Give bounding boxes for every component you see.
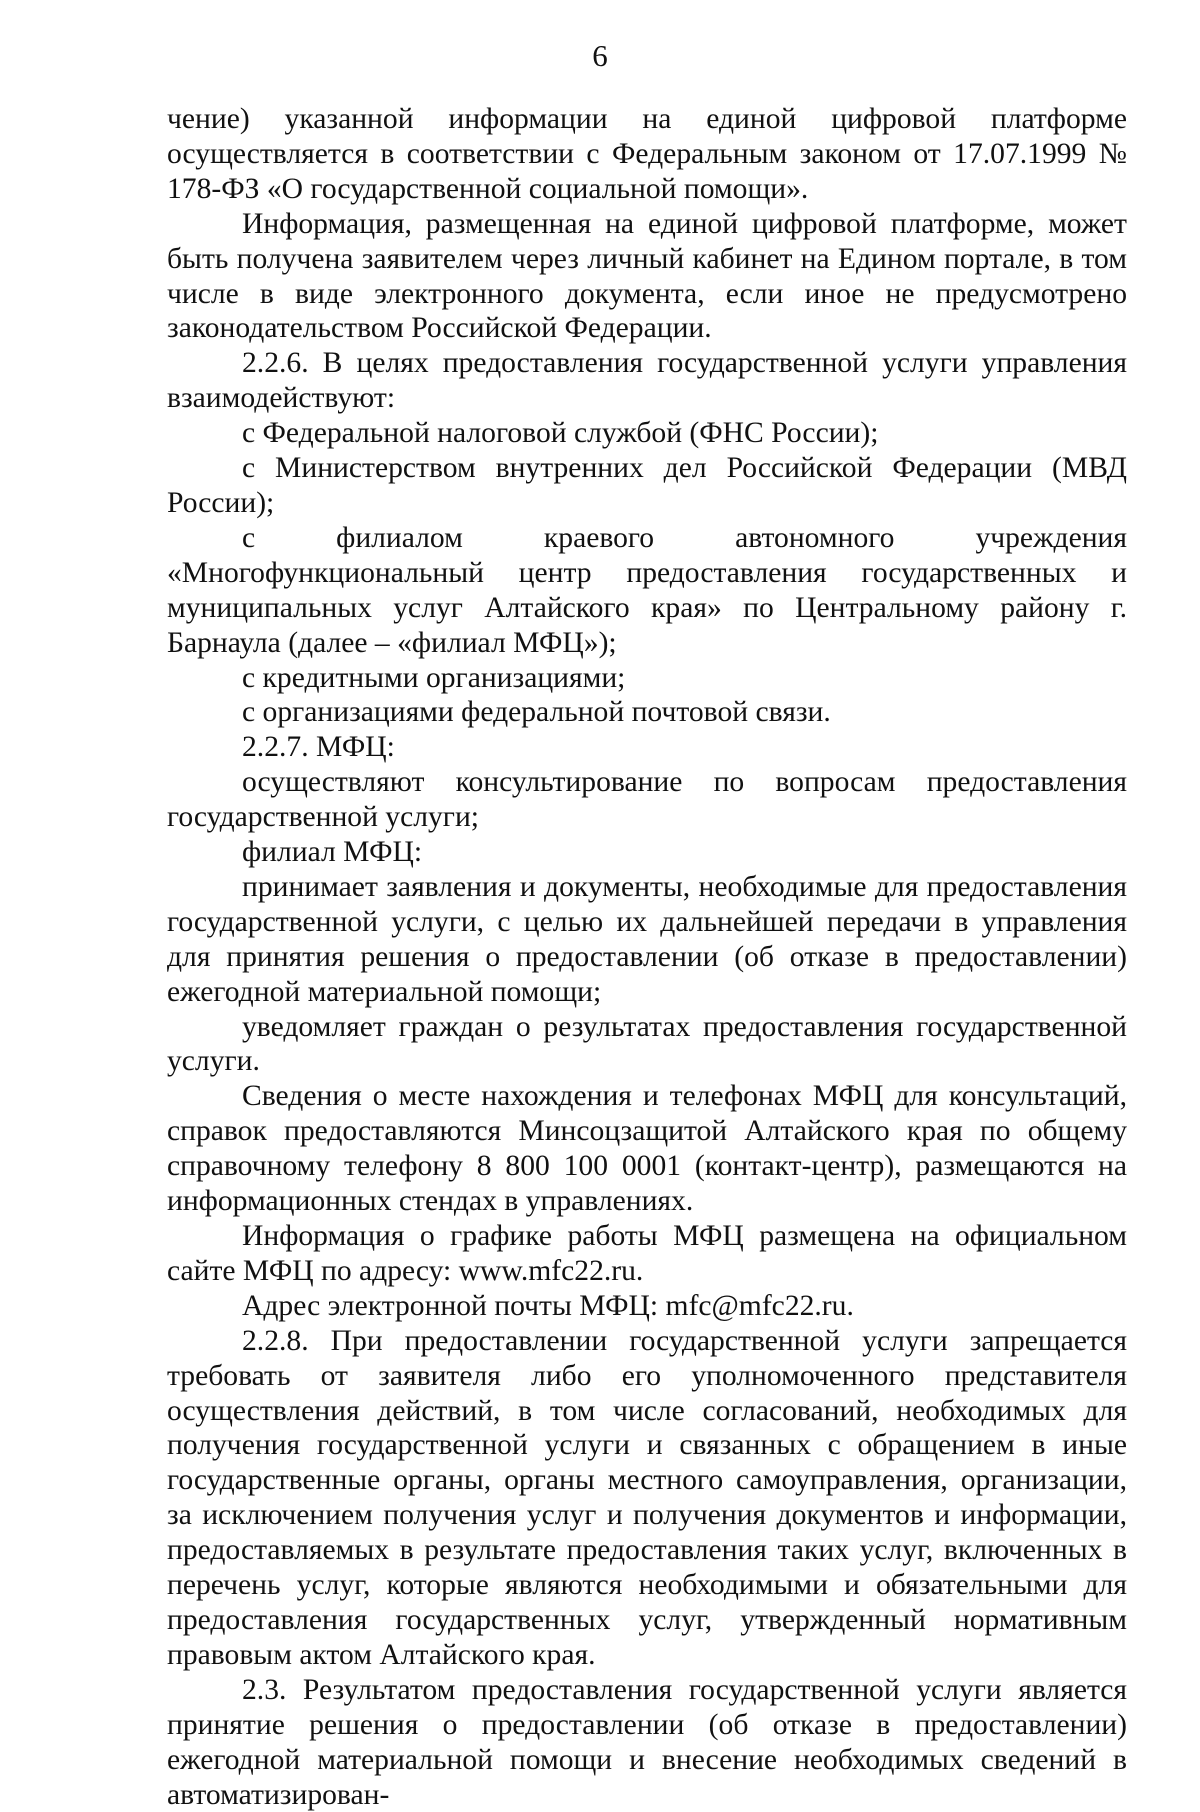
paragraph-clause-2-2-7: 2.2.7. МФЦ: <box>242 731 395 764</box>
paragraph-continuation: чение) указанной информации на единой цифровой платформе осуществляется в соответствии с Федеральным законом от 17.07.1999 № 178-ФЗ «О государственной социальной помощи». <box>167 103 1127 205</box>
paragraph-email: Адрес электронной почты МФЦ: mfc@mfc22.ru. <box>242 1289 854 1322</box>
paragraph-mfc-consulting: осуществляют консультирование по вопросам предоставления государственной услуги; <box>167 766 1127 834</box>
paragraph-clause-2-3: 2.3. Результатом предоставления государственной услуги является принятие решения о предоставлении (об отказе в предоставлении) ежегодной материальной помощи и внесение необходимых сведений в автоматизирован- <box>167 1673 1127 1811</box>
list-item-fns: с Федеральной налоговой службой (ФНС России); <box>242 417 879 450</box>
list-item-postal-organizations: с организациями федеральной почтовой связи. <box>242 696 831 729</box>
list-item-mvd: с Министерством внутренних дел Российской Федерации (МВД России); <box>167 452 1127 519</box>
paragraph-accepts-applications: принимает заявления и документы, необходимые для предоставления государственной услуги, с целью их дальнейшей передачи в управления для принятия решения о предоставлении (об отказе в предоставлении) ежегодной материальной помощи; <box>167 870 1127 1008</box>
paragraph-platform-info: Информация, размещенная на единой цифровой платформе, может быть получена заявителем через личный кабинет на Едином портале, в том числе в виде электронного документа, если иное не предусмотрено законодательством Российской Федерации. <box>167 207 1127 345</box>
paragraph-clause-2-2-8: 2.2.8. При предоставлении государственной услуги запрещается требовать от заявителя либо его уполномоченного представителя осуществления действий, в том числе согласований, необходимых для получения государственной услуги и связанных с обращением в иные государственные органы, органы местного самоуправления, организации, за исключением получения услуг и получения документов и информации, предоставляемых в результате предоставления таких услуг, включенных в перечень услуг, которые являются необходимыми и обязательными для предоставления государственных услуг, утвержденный нормативным правовым актом Алтайского края. <box>167 1324 1127 1671</box>
list-item-mfc-branch: с филиалом краевого автономного учреждения «Многофункциональный центр предоставления государственных и муниципальных услуг Алтайского края» по Центральному району г. Барнаула (далее – «филиал МФЦ»); <box>167 521 1127 659</box>
paragraph-schedule-website: Информация о графике работы МФЦ размещена на официальном сайте МФЦ по адресу: www.mfc22.ru. <box>167 1220 1127 1287</box>
document-body <box>167 102 1127 1812</box>
page-number: 6 <box>592 38 608 73</box>
paragraph-mfc-branch-heading: филиал МФЦ: <box>242 836 423 869</box>
list-item-credit-organizations: с кредитными организациями; <box>242 661 626 694</box>
paragraph-clause-2-2-6: 2.2.6. В целях предоставления государственной услуги управления взаимодействуют: <box>167 347 1127 415</box>
paragraph-contact-info: Сведения о месте нахождения и телефонах МФЦ для консультаций, справок предоставляются Минсоцзащитой Алтайского края по общему справочному телефону 8 800 100 0001 (контакт-центр), размещаются на информационных стендах в управлениях. <box>167 1080 1127 1218</box>
paragraph-notifies-citizens: уведомляет граждан о результатах предоставления государственной услуги. <box>167 1010 1127 1078</box>
